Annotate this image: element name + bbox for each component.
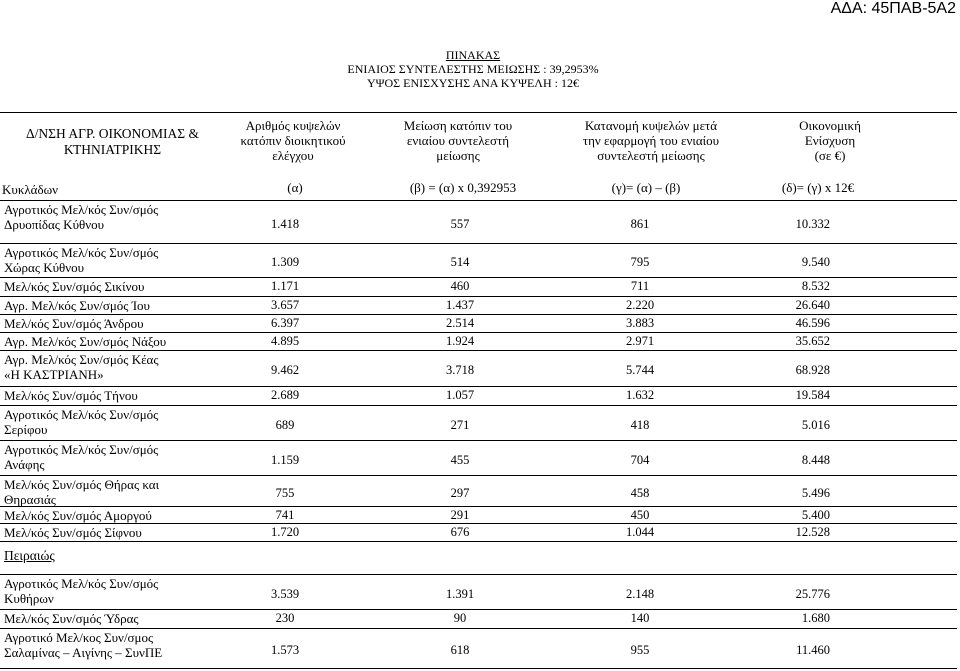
cell-reduction: 1.924 — [445, 334, 475, 348]
cell-hives: 230 — [275, 611, 295, 625]
cell-allocation: 704 — [630, 453, 650, 467]
table-rule — [0, 523, 957, 524]
header-col-hives — [228, 118, 358, 163]
table-rule — [0, 609, 957, 610]
title-line-2: ΕΝΙΑΙΟΣ ΣΥΝΤΕΛΕΣΤΗΣ ΜΕΙΩΣΗΣ : 39,2953% — [347, 62, 599, 76]
cell-aid: 68.928 — [795, 363, 830, 377]
cell-aid: 35.652 — [795, 334, 830, 348]
cell-hives: 1.720 — [270, 525, 300, 539]
header-department — [0, 126, 225, 158]
cell-allocation: 458 — [630, 486, 650, 500]
table-rule — [0, 332, 957, 333]
cell-aid: 46.596 — [795, 316, 830, 330]
header-line: μείωσης — [436, 148, 480, 163]
table-rule — [0, 200, 957, 201]
cell-reduction: 618 — [450, 643, 470, 657]
cell-aid: 5.016 — [801, 418, 830, 432]
cell-aid: 8.532 — [801, 279, 830, 293]
table-rule — [0, 350, 957, 351]
cell-allocation: 5.744 — [625, 363, 655, 377]
header-col-reduction — [378, 118, 538, 163]
cooperative-name-line: Αγροτικό Μελ/κος Συν/σμος — [4, 630, 154, 645]
row-cooperative-name — [4, 388, 219, 403]
header-line: κατόπιν διοικητικού — [240, 133, 346, 148]
row-cooperative-name — [4, 279, 219, 294]
table-rule — [0, 405, 957, 406]
cooperative-name-line: Σαλαμίνας – Αιγίνης – ΣυνΠΕ — [4, 645, 163, 660]
cell-aid: 9.540 — [801, 255, 830, 269]
cell-allocation: 140 — [630, 611, 650, 625]
cooperative-name-line: Αγρ. Μελ/κός Συν/σμός Νάξου — [4, 334, 167, 349]
cell-aid: 5.400 — [801, 508, 830, 522]
cooperative-name-line: Μελ/κός Συν/σμός Σικίνου — [4, 279, 145, 294]
header-line: Κατανομή κυψελών μετά — [584, 118, 718, 133]
cell-allocation: 418 — [630, 418, 650, 432]
cell-hives: 1.418 — [270, 217, 300, 231]
cell-aid: 26.640 — [795, 298, 830, 312]
cell-allocation: 1.632 — [625, 388, 655, 402]
header-line: Αριθμός κυψελών — [245, 118, 341, 133]
table-rule — [0, 243, 957, 244]
cooperative-name-line: Αγροτικός Μελ/κός Συν/σμός — [4, 407, 159, 422]
cell-hives: 1.159 — [270, 453, 300, 467]
table-rule — [0, 314, 957, 315]
row-cooperative-name — [4, 442, 219, 472]
cell-reduction: 676 — [450, 525, 470, 539]
table-title — [0, 48, 960, 90]
table-rule — [0, 440, 957, 441]
region-label-cyclades: Κυκλάδων — [2, 182, 59, 197]
cooperative-name-line: Σερίφου — [4, 422, 48, 437]
cell-allocation: 2.220 — [625, 298, 655, 312]
row-cooperative-name — [4, 334, 219, 349]
cell-hives: 2.689 — [270, 388, 300, 402]
cell-allocation: 450 — [630, 508, 650, 522]
cell-allocation: 861 — [630, 217, 650, 231]
document-id: ΑΔΑ: 45ΠΑΒ-5Α2 — [830, 0, 956, 17]
cell-allocation: 3.883 — [625, 316, 655, 330]
cell-hives: 1.171 — [270, 279, 300, 293]
cell-reduction: 3.718 — [445, 363, 475, 377]
cooperative-name-line: Δρυοπίδας Κύθνου — [4, 217, 105, 232]
header-col-allocation — [556, 118, 746, 163]
cell-hives: 1.309 — [270, 255, 300, 269]
cooperative-name-line: Ανάφης — [4, 457, 45, 472]
cell-reduction: 460 — [450, 279, 470, 293]
cooperative-name-line: Αγρ. Μελ/κός Συν/σμός Ίου — [4, 298, 150, 313]
cell-hives: 6.397 — [270, 316, 300, 330]
cell-hives: 1.573 — [270, 643, 300, 657]
title-line-3: ΥΨΟΣ ΕΝΙΣΧΥΣΗΣ ΑΝΑ ΚΥΨΕΛΗ : 12€ — [366, 76, 579, 90]
header-line: Ενίσχυση — [804, 133, 856, 148]
cooperative-name-line: Μελ/κός Συν/σμός Ύδρας — [4, 611, 139, 626]
header-department-line: Δ/ΝΣΗ ΑΓΡ. ΟΙΚΟΝΟΜΙΑΣ & — [25, 126, 200, 141]
cell-aid: 25.776 — [795, 587, 830, 601]
region-label-piraeus: Πειραιώς — [4, 548, 55, 563]
row-cooperative-name — [4, 352, 219, 382]
cell-aid: 11.460 — [796, 643, 830, 657]
table-rule — [0, 628, 957, 629]
table-rule — [0, 386, 957, 387]
cooperative-name-line: Αγροτικός Μελ/κός Συν/σμός — [4, 245, 159, 260]
cell-allocation: 2.971 — [625, 334, 655, 348]
cell-reduction: 2.514 — [445, 316, 475, 330]
cell-reduction: 514 — [450, 255, 470, 269]
header-department-line: ΚΤΗΝΙΑΤΡΙΚΗΣ — [63, 142, 162, 157]
cell-reduction: 1.391 — [445, 587, 475, 601]
header-line: Μείωση κατόπιν του — [403, 118, 513, 133]
row-cooperative-name — [4, 202, 219, 232]
cell-reduction: 1.437 — [445, 298, 475, 312]
formula-d: (δ)= (γ) x 12€ — [781, 180, 855, 195]
cell-aid: 5.496 — [801, 486, 830, 500]
row-cooperative-name — [4, 576, 219, 606]
cooperative-name-line: Αγρ. Μελ/κός Συν/σμός Κέας — [4, 352, 159, 367]
cell-hives: 755 — [275, 486, 295, 500]
table-rule — [0, 541, 957, 542]
cell-hives: 3.657 — [270, 298, 300, 312]
header-line: Οικονομική — [799, 118, 861, 133]
row-cooperative-name — [4, 611, 219, 626]
header-col-aid — [760, 118, 900, 163]
cell-allocation: 711 — [630, 279, 650, 293]
cell-hives: 9.462 — [270, 363, 300, 377]
cell-aid: 12.528 — [795, 525, 830, 539]
cooperative-name-line: «Η ΚΑΣΤΡΙΑΝΗ» — [4, 367, 104, 382]
row-cooperative-name — [4, 407, 219, 437]
row-cooperative-name — [4, 477, 219, 507]
cell-aid: 10.332 — [795, 217, 830, 231]
row-cooperative-name — [4, 508, 219, 523]
table-rule — [0, 112, 957, 113]
cooperative-name-line: Αγροτικός Μελ/κός Συν/σμός — [4, 576, 159, 591]
cell-hives: 689 — [275, 418, 295, 432]
cell-reduction: 455 — [450, 453, 470, 467]
formula-a: (α) — [287, 180, 303, 195]
cell-aid: 1.680 — [801, 611, 830, 625]
table-rule — [0, 296, 957, 297]
header-line: ενιαίου συντελεστή — [406, 133, 510, 148]
cell-hives: 3.539 — [270, 587, 300, 601]
cell-reduction: 557 — [450, 217, 470, 231]
row-cooperative-name — [4, 316, 219, 331]
row-cooperative-name — [4, 525, 219, 540]
row-cooperative-name — [4, 630, 219, 660]
header-line: (σε €) — [814, 148, 846, 163]
row-cooperative-name — [4, 298, 219, 313]
cooperative-name-line: Μελ/κός Συν/σμός Θήρας και — [4, 477, 160, 492]
formula-b: (β) = (α) x 0,392953 — [409, 180, 517, 195]
cell-aid: 19.584 — [795, 388, 830, 402]
cell-allocation: 1.044 — [625, 525, 655, 539]
cooperative-name-line: Αγροτικός Μελ/κός Συν/σμός — [4, 202, 159, 217]
title-line-1: ΠΙΝΑΚΑΣ — [445, 48, 501, 62]
cell-reduction: 1.057 — [445, 388, 475, 402]
cooperative-name-line: Μελ/κός Συν/σμός Αμοργού — [4, 508, 152, 523]
formula-c: (γ)= (α) – (β) — [611, 180, 681, 195]
cell-hives: 741 — [275, 508, 295, 522]
cooperative-name-line: Μελ/κός Συν/σμός Άνδρου — [4, 316, 144, 331]
cell-reduction: 291 — [450, 508, 470, 522]
table-rule — [0, 574, 957, 575]
cell-reduction: 90 — [453, 611, 467, 625]
table-rule — [0, 277, 957, 278]
header-line: την εφαρμογή του ενιαίου — [582, 133, 720, 148]
cooperative-name-line: Θηρασιάς — [4, 492, 56, 507]
cooperative-name-line: Μελ/κός Συν/σμός Τήνου — [4, 388, 138, 403]
cooperative-name-line: Κυθήρων — [4, 591, 54, 606]
table-rule — [0, 668, 957, 669]
header-line: συντελεστή μείωσης — [597, 148, 705, 163]
cooperative-name-line: Χώρας Κύθνου — [4, 260, 85, 275]
cell-allocation: 2.148 — [625, 587, 655, 601]
cell-allocation: 955 — [630, 643, 650, 657]
header-line: ελέγχου — [272, 148, 314, 163]
cell-allocation: 795 — [630, 255, 650, 269]
table-rule — [0, 475, 957, 476]
cell-hives: 4.895 — [270, 334, 300, 348]
cell-reduction: 297 — [450, 486, 470, 500]
cooperative-name-line: Αγροτικός Μελ/κός Συν/σμός — [4, 442, 159, 457]
cell-reduction: 271 — [450, 418, 470, 432]
cooperative-name-line: Μελ/κός Συν/σμός Σίφνου — [4, 525, 142, 540]
cell-aid: 8.448 — [801, 453, 830, 467]
row-cooperative-name — [4, 245, 219, 275]
